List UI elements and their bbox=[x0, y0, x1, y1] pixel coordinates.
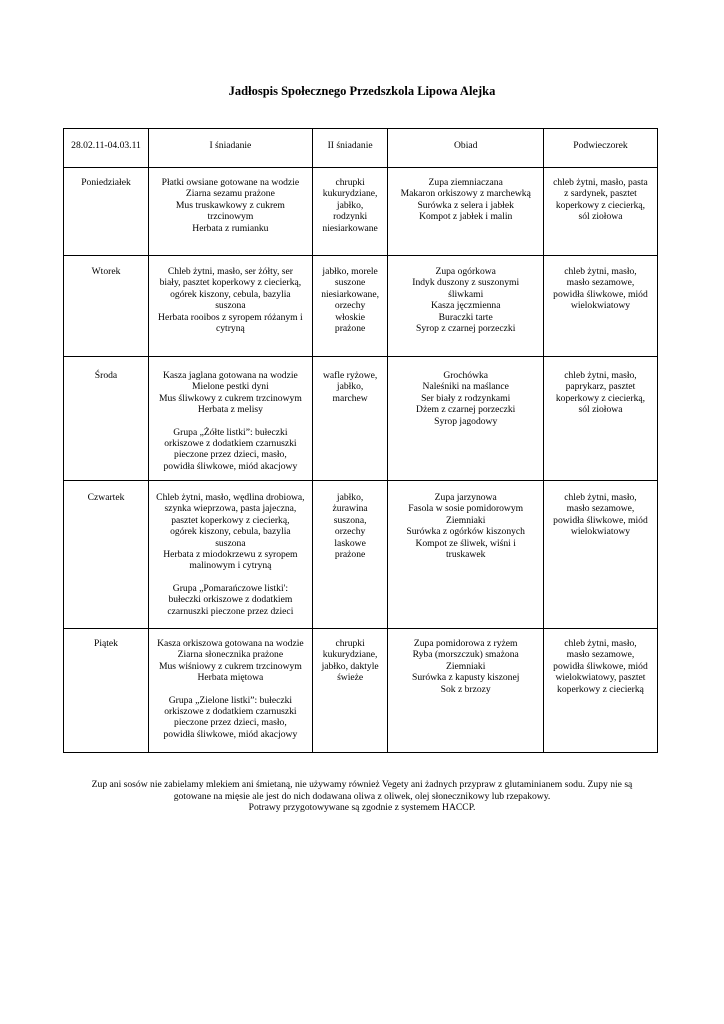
menu-item-line: Grupa „Żółte listki”: bułeczki bbox=[173, 426, 288, 438]
lunch-cell bbox=[388, 481, 543, 629]
menu-item-line: Mus śliwkowy z cukrem trzcinowym bbox=[158, 392, 302, 404]
menu-item-line: prażone bbox=[334, 549, 366, 561]
menu-item-line: powidła śliwkowe, miód bbox=[553, 660, 648, 672]
snack-cell bbox=[543, 256, 657, 357]
menu-item-line: Dżem z czarnej porzeczki bbox=[416, 404, 516, 416]
menu-item-line: koperkowy z ciecierką bbox=[557, 683, 644, 695]
menu-item-line: Naleśniki na maślance bbox=[422, 381, 509, 393]
menu-item-line: wielokwiatowy bbox=[570, 526, 631, 538]
menu-item-line: Kompot z jabłek i malin bbox=[419, 211, 513, 223]
snack-cell bbox=[543, 481, 657, 629]
menu-item-line: Herbata rooibos z syropem różanym i bbox=[158, 311, 303, 323]
menu-item-line: Kasza jaglana gotowana na wodzie bbox=[162, 370, 298, 381]
menu-item-line: masło sezamowe, bbox=[566, 503, 635, 515]
day-cell: Wtorek bbox=[64, 256, 149, 357]
menu-item-line: suszona bbox=[215, 537, 246, 549]
menu-item-line: szynka wieprzowa, pasta jajeczna, bbox=[164, 503, 297, 515]
table-header-row bbox=[64, 129, 658, 168]
breakfast1-cell bbox=[149, 256, 313, 357]
menu-item-line: Herbata z melisy bbox=[197, 404, 263, 416]
menu-item-line: Herbata miętowa bbox=[197, 672, 264, 684]
menu-item-line: pasztet koperkowy z ciecierką, bbox=[171, 514, 290, 526]
menu-item-line: Zupa ziemniaczana bbox=[428, 177, 503, 188]
menu-item-line: chleb żytni, masło, bbox=[564, 266, 637, 277]
lunch-cell bbox=[388, 256, 543, 357]
menu-item-line: biały, pasztet koperkowy z ciecierką, bbox=[159, 277, 302, 289]
menu-item-line: malinowym i cytryną bbox=[189, 560, 272, 572]
footer-line: Zup ani sosów nie zabielamy mlekiem ani śmietaną, nie używamy również Vegety ani żadnych przypraw z glutaminianem sodu. Zupy nie są bbox=[91, 779, 633, 790]
table-row bbox=[64, 629, 658, 753]
day-cell: Czwartek bbox=[64, 481, 149, 629]
menu-table bbox=[63, 128, 658, 753]
menu-item-line: jabłko, daktyle bbox=[321, 660, 379, 672]
menu-item-line: niesiarkowane, bbox=[321, 288, 380, 300]
menu-item-line: wielokwiatowy bbox=[570, 300, 631, 312]
breakfast1-cell bbox=[149, 629, 313, 753]
menu-item-line: cytryną bbox=[216, 323, 245, 335]
menu-item-line: masło sezamowe, bbox=[566, 649, 635, 661]
menu-item-line: paprykarz, pasztet bbox=[565, 381, 636, 393]
menu-item-line: trzcinowym bbox=[207, 211, 254, 223]
menu-item-line: pieczone przez dzieci, masło, bbox=[174, 449, 287, 461]
header-period: 28.02.11-04.03.11 bbox=[64, 129, 149, 168]
breakfast1-cell bbox=[149, 168, 313, 256]
table-row bbox=[64, 481, 658, 629]
menu-item-line: powidła śliwkowe, miód bbox=[553, 288, 648, 300]
menu-item-line: Grupa „Zielone listki”: bułeczki bbox=[168, 694, 293, 706]
menu-item-line: świeże bbox=[337, 672, 364, 684]
group-spacer bbox=[153, 416, 308, 427]
menu-item-line: Kasza orkiszowa gotowana na wodzie bbox=[157, 638, 304, 649]
menu-item-line: pieczone przez dzieci, masło, bbox=[174, 717, 287, 729]
menu-item-line: Mielone pestki dyni bbox=[192, 381, 269, 393]
menu-item-line: chrupki bbox=[335, 177, 365, 188]
menu-item-line: Herbata z rumianku bbox=[192, 222, 269, 234]
menu-item-line: jabłko, bbox=[336, 199, 364, 211]
menu-item-line: suszona, bbox=[333, 514, 367, 526]
menu-item-line: wielokwiatowy, pasztet bbox=[555, 672, 646, 684]
menu-item-line: truskawek bbox=[445, 549, 486, 561]
menu-item-line: Zupa jarzynowa bbox=[434, 492, 497, 503]
menu-item-line: żurawina bbox=[332, 503, 368, 515]
menu-item-line: suszone bbox=[334, 277, 366, 289]
menu-item-line: Grupa „Pomarańczowe listki': bbox=[172, 582, 288, 594]
menu-item-line: Fasola w sosie pomidorowym bbox=[408, 503, 524, 515]
footer-line: gotowane na mięsie ale jest do nich dodawana oliwa z oliwek, olej słonecznikowy lub rzepakowy. bbox=[173, 790, 551, 802]
menu-item-line: bułeczki orkiszowe z dodatkiem bbox=[168, 594, 293, 606]
lunch-cell bbox=[388, 357, 543, 481]
menu-item-line: niesiarkowane bbox=[322, 222, 378, 234]
header-breakfast-2: II śniadanie bbox=[312, 129, 388, 168]
menu-item-line: jabłko, bbox=[336, 381, 364, 393]
breakfast1-cell bbox=[149, 357, 313, 481]
menu-item-line: Ryba (morszczuk) smażona bbox=[412, 649, 519, 661]
day-cell: Środa bbox=[64, 357, 149, 481]
menu-item-line: czarnuszki pieczone przez dzieci bbox=[167, 605, 294, 617]
table-row bbox=[64, 256, 658, 357]
menu-item-line: wafle ryżowe, bbox=[322, 370, 378, 381]
snack-cell bbox=[543, 168, 657, 256]
menu-item-line: Surówka z ogórków kiszonych bbox=[406, 526, 525, 538]
breakfast2-cell bbox=[312, 481, 388, 629]
menu-item-line: marchew bbox=[332, 392, 368, 404]
menu-item-line: orkiszowe z dodatkiem czarnuszki bbox=[164, 706, 297, 718]
menu-item-line: chleb żytni, masło, bbox=[564, 638, 637, 649]
menu-item-line: koperkowy z ciecierką, bbox=[555, 199, 646, 211]
menu-item-line: Mus truskawkowy z cukrem bbox=[175, 199, 285, 211]
menu-item-line: chleb żytni, masło, bbox=[564, 492, 637, 503]
menu-item-line: chrupki bbox=[335, 638, 365, 649]
header-lunch: Obiad bbox=[388, 129, 543, 168]
menu-item-line: Zupa pomidorowa z ryżem bbox=[413, 638, 518, 649]
menu-item-line: Ziarna sezamu prażone bbox=[185, 188, 275, 200]
menu-item-line: sól ziołowa bbox=[578, 211, 623, 223]
menu-item-line: Surówka z selera i jabłek bbox=[417, 199, 514, 211]
menu-item-line: Zupa ogórkowa bbox=[435, 266, 496, 277]
menu-item-line: Syrop jagodowy bbox=[434, 415, 498, 427]
menu-item-line: orzechy bbox=[334, 300, 366, 312]
menu-item-line: kukurydziane, bbox=[322, 188, 378, 200]
menu-item-line: jabłko, bbox=[336, 492, 364, 503]
menu-item-line: Ziemniaki bbox=[445, 660, 486, 672]
group-spacer bbox=[153, 684, 308, 695]
menu-item-line: rodzynki bbox=[333, 211, 368, 223]
menu-item-line: koperkowy z ciecierką, bbox=[555, 392, 646, 404]
day-cell: Piątek bbox=[64, 629, 149, 753]
menu-item-line: Syrop z czarnej porzeczki bbox=[416, 323, 516, 335]
footer-line: Potrawy przygotowywane są zgodnie z systemem HACCP. bbox=[248, 802, 476, 813]
menu-item-line: Buraczki tarte bbox=[438, 311, 493, 323]
menu-item-line: z sardynek, pasztet bbox=[564, 188, 637, 200]
menu-item-line: śliwkami bbox=[448, 288, 484, 300]
menu-item-line: Herbata z miodokrzewu z syropem bbox=[163, 549, 298, 561]
menu-item-line: sól ziołowa bbox=[578, 404, 623, 416]
menu-item-line: Ser biały z rodzynkami bbox=[421, 392, 511, 404]
snack-cell bbox=[543, 629, 657, 753]
breakfast2-cell bbox=[312, 256, 388, 357]
lunch-cell bbox=[388, 629, 543, 753]
footer-note bbox=[80, 779, 644, 814]
table-row bbox=[64, 357, 658, 481]
menu-item-line: Makaron orkiszowy z marchewką bbox=[400, 188, 531, 200]
table-row bbox=[64, 168, 658, 256]
breakfast2-cell bbox=[312, 168, 388, 256]
menu-item-line: Grochówka bbox=[443, 370, 489, 381]
menu-item-line: Sok z brzozy bbox=[440, 683, 491, 695]
menu-item-line: włoskie bbox=[335, 311, 366, 323]
menu-item-line: Surówka z kapusty kiszonej bbox=[412, 672, 520, 684]
header-breakfast-1: I śniadanie bbox=[149, 129, 313, 168]
menu-item-line: orkiszowe z dodatkiem czarnuszki bbox=[164, 438, 297, 450]
header-snack: Podwieczorek bbox=[543, 129, 657, 168]
menu-item-line: Chleb żytni, masło, ser żółty, ser bbox=[167, 266, 293, 277]
menu-item-line: jabłko, morele bbox=[322, 266, 378, 277]
menu-item-line: suszona bbox=[215, 300, 246, 312]
page-title: Jadłospis Społecznego Przedszkola Lipowa Alejka bbox=[228, 84, 496, 98]
menu-item-line: Ziemniaki bbox=[445, 514, 486, 526]
snack-cell bbox=[543, 357, 657, 481]
menu-item-line: Kompot ze śliwek, wiśni i bbox=[415, 537, 516, 549]
menu-item-line: ogórek kiszony, cebula, bazylia bbox=[170, 526, 291, 538]
menu-item-line: ogórek kiszony, cebula, bazylia bbox=[170, 288, 291, 300]
menu-item-line: Kasza jęczmienna bbox=[430, 300, 501, 312]
menu-item-line: kukurydziane, bbox=[322, 649, 378, 661]
breakfast2-cell bbox=[312, 629, 388, 753]
menu-item-line: laskowe bbox=[334, 537, 366, 549]
day-cell: Poniedziałek bbox=[64, 168, 149, 256]
menu-item-line: powidła śliwkowe, miód akacjowy bbox=[163, 460, 298, 472]
menu-item-line: orzechy bbox=[334, 526, 366, 538]
menu-item-line: powidła śliwkowe, miód akacjowy bbox=[163, 728, 298, 740]
menu-item-line: chleb żytni, masło, pasta bbox=[553, 177, 648, 188]
breakfast2-cell bbox=[312, 357, 388, 481]
menu-item-line: prażone bbox=[334, 323, 366, 335]
breakfast1-cell bbox=[149, 481, 313, 629]
lunch-cell bbox=[388, 168, 543, 256]
menu-item-line: powidła śliwkowe, miód bbox=[553, 514, 648, 526]
menu-item-line: chleb żytni, masło, bbox=[564, 370, 637, 381]
menu-item-line: Chleb żytni, masło, wędlina drobiowa, bbox=[156, 492, 305, 503]
group-spacer bbox=[153, 572, 308, 583]
menu-item-line: Ziarna słonecznika prażone bbox=[177, 649, 284, 661]
menu-item-line: Mus wiśniowy z cukrem trzcinowym bbox=[158, 660, 302, 672]
menu-item-line: Płatki owsiane gotowane na wodzie bbox=[161, 177, 300, 188]
menu-item-line: Indyk duszony z suszonymi bbox=[412, 277, 520, 289]
menu-item-line: masło sezamowe, bbox=[566, 277, 635, 289]
